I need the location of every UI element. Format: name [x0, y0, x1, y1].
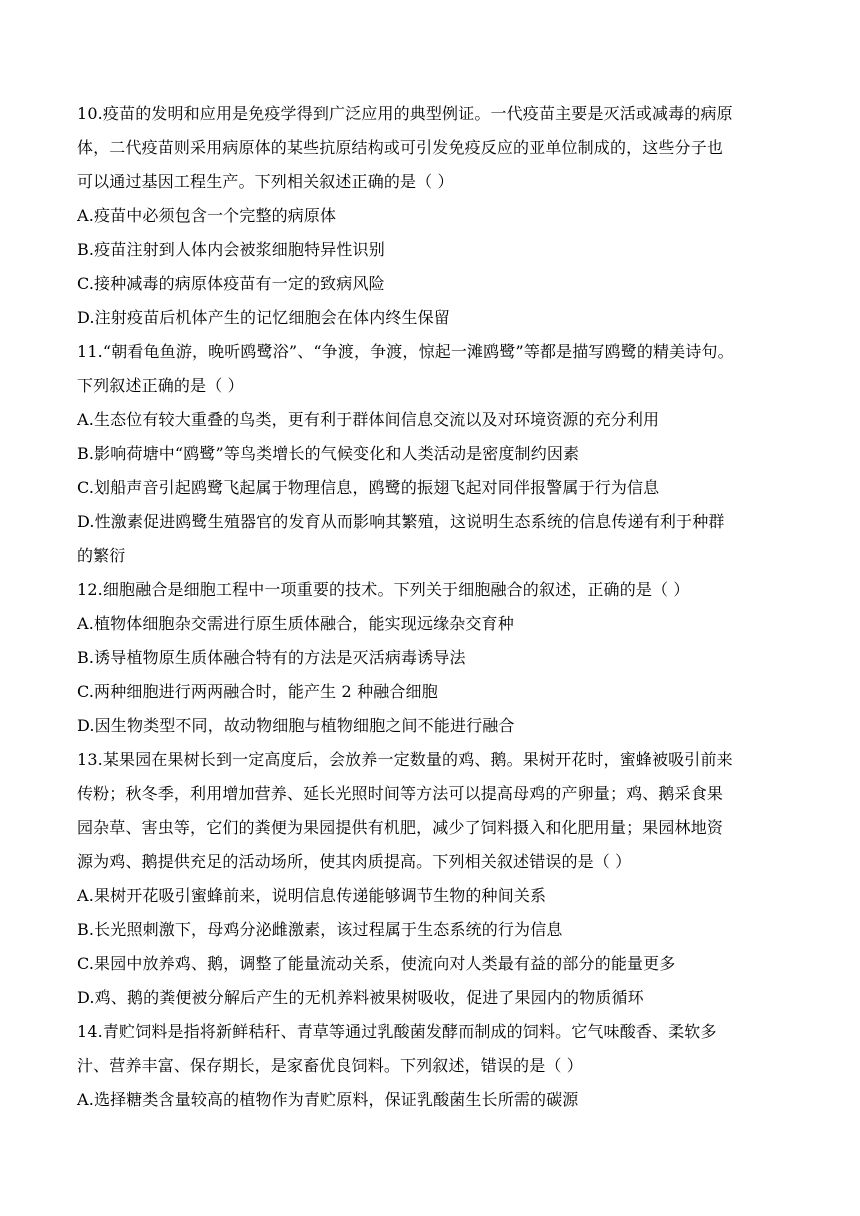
question-10-option-b: B.疫苗注射到人体内会被浆细胞特异性识别: [77, 240, 385, 259]
question-13-option-d: D.鸡、鹅的粪便被分解后产生的无机养料被果树吸收，促进了果园内的物质循环: [77, 988, 644, 1007]
question-10-stem-line-3: 可以通过基因工程生产。下列相关叙述正确的是（ ）: [77, 172, 454, 191]
question-13-stem-line-2: 传粉；秋冬季，利用增加营养、延长光照时间等方法可以提高母鸡的产卵量；鸡、鹅采食果: [77, 784, 724, 803]
question-12-option-a: A.植物体细胞杂交需进行原生质体融合，能实现远缘杂交育种: [77, 614, 514, 633]
question-13: [77, 743, 787, 1015]
question-11-option-d-line-2: 的繁衍: [77, 546, 126, 565]
question-11-option-b: B.影响荷塘中“鸥鹭”等鸟类增长的气候变化和人类活动是密度制约因素: [77, 444, 580, 463]
question-13-stem-line-3: 园杂草、害虫等，它们的粪便为果园提供有机肥，减少了饲料摄入和化肥用量；果园林地资: [77, 818, 724, 837]
question-10-option-a: A.疫苗中必须包含一个完整的病原体: [77, 206, 337, 225]
question-14-stem-line-1: 14.青贮饲料是指将新鲜秸秆、青草等通过乳酸菌发酵而制成的饲料。它气味酸香、柔软多: [77, 1022, 717, 1041]
question-12-stem-line-1: 12.细胞融合是细胞工程中一项重要的技术。下列关于细胞融合的叙述，正确的是（ ）: [77, 580, 690, 599]
question-12-option-b: B.诱导植物原生质体融合特有的方法是灭活病毒诱导法: [77, 648, 466, 667]
question-12-option-c: C.两种细胞进行两两融合时，能产生 2 种融合细胞: [77, 682, 438, 701]
question-11-stem-line-1: 11.“朝看龟鱼游，晚听鸥鹭浴”、“争渡，争渡，惊起一滩鸥鹭”等都是描写鸥鹭的精美诗句。: [77, 342, 734, 361]
question-11: [77, 335, 787, 573]
question-13-option-c: C.果园中放养鸡、鹅，调整了能量流动关系，使流向对人类最有益的部分的能量更多: [77, 954, 676, 973]
exam-page: [77, 97, 787, 1117]
question-10-stem-line-1: 10.疫苗的发明和应用是免疫学得到广泛应用的典型例证。一代疫苗主要是灭活或减毒的病原: [77, 104, 733, 123]
question-10-option-c: C.接种减毒的病原体疫苗有一定的致病风险: [77, 274, 385, 293]
question-11-stem-line-2: 下列叙述正确的是（ ）: [77, 376, 244, 395]
question-11-option-d-line-1: D.性激素促进鸥鹭生殖器官的发育从而影响其繁殖，这说明生态系统的信息传递有利于种群: [77, 512, 725, 531]
question-14: [77, 1015, 787, 1117]
question-14-option-a: A.选择糖类含量较高的植物作为青贮原料，保证乳酸菌生长所需的碳源: [77, 1090, 579, 1109]
question-11-option-a: A.生态位有较大重叠的鸟类，更有利于群体间信息交流以及对环境资源的充分利用: [77, 410, 660, 429]
question-13-stem-line-4: 源为鸡、鹅提供充足的活动场所，使其肉质提高。下列相关叙述错误的是（ ）: [77, 852, 632, 871]
question-10-option-d: D.注射疫苗后机体产生的记忆细胞会在体内终生保留: [77, 308, 450, 327]
question-11-option-c: C.划船声音引起鸥鹭飞起属于物理信息，鸥鹭的振翅飞起对同伴报警属于行为信息: [77, 478, 660, 497]
question-10: [77, 97, 787, 335]
question-13-option-a: A.果树开花吸引蜜蜂前来，说明信息传递能够调节生物的种间关系: [77, 886, 547, 905]
question-10-stem-line-2: 体，二代疫苗则采用病原体的某些抗原结构或可引发免疫反应的亚单位制成的，这些分子也: [77, 138, 724, 157]
question-13-stem-line-1: 13.某果园在果树长到一定高度后，会放养一定数量的鸡、鹅。果树开花时，蜜蜂被吸引前来: [77, 750, 733, 769]
question-13-option-b: B.长光照刺激下，母鸡分泌雌激素，该过程属于生态系统的行为信息: [77, 920, 563, 939]
question-14-stem-line-2: 汁、营养丰富、保存期长，是家畜优良饲料。下列叙述，错误的是（ ）: [77, 1056, 583, 1075]
question-12: [77, 573, 787, 743]
question-12-option-d: D.因生物类型不同，故动物细胞与植物细胞之间不能进行融合: [77, 716, 515, 735]
